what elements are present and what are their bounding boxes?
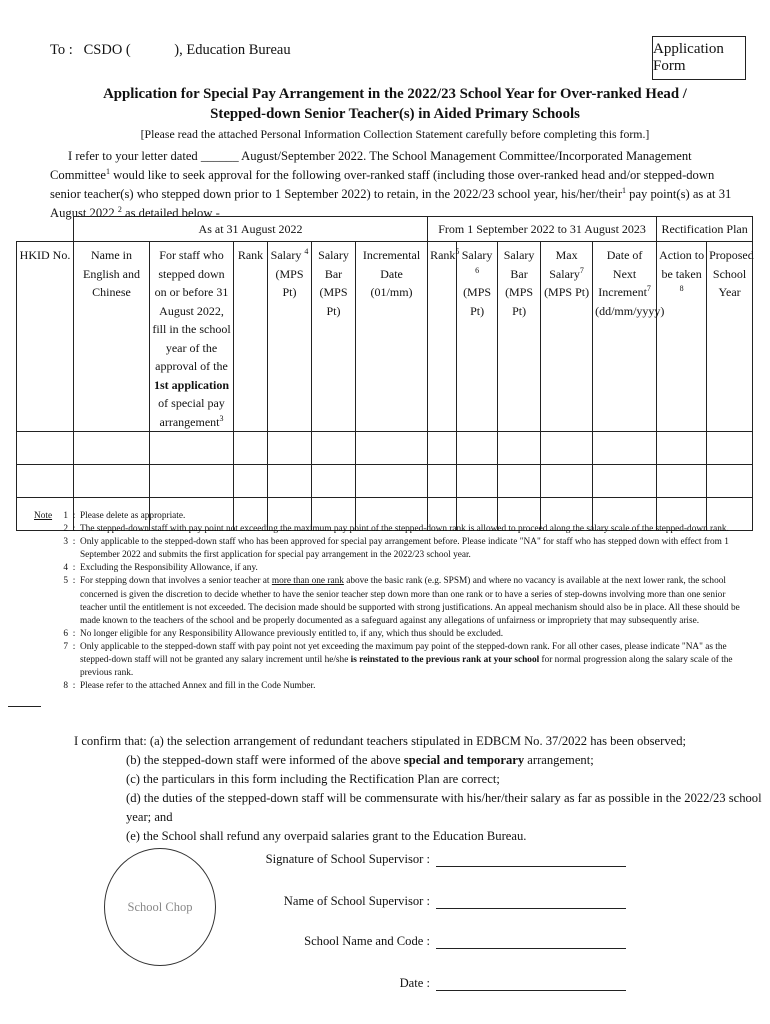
salary-bar-cell[interactable] xyxy=(312,465,356,498)
school-name-row xyxy=(0,934,626,949)
staff-table xyxy=(16,216,753,531)
next-incr-cell[interactable] xyxy=(593,465,657,498)
signature-row xyxy=(0,852,626,867)
note-item: 4 : Excluding the Responsibility Allowance, if any. xyxy=(34,562,750,575)
next-incr-cell[interactable] xyxy=(593,432,657,465)
note-text: No longer eligible for any Responsibility Allowance previously entitled to, if any, which thus should be excluded. xyxy=(80,628,504,639)
col-next-increment: Date of Next Increment$^7$ (dd/mm/yyyy) xyxy=(593,242,657,432)
confirm-a: I confirm that: (a) the selection arrangement of redundant teachers stipulated in EDBCM No. 37/2022 has been observed; xyxy=(74,734,687,748)
intro-text-3: pay point(s) as at 31 August 2022 xyxy=(50,187,732,220)
col-salary: Salary $^4$ (MPS Pt) xyxy=(268,242,312,432)
table-row xyxy=(17,432,753,465)
max-salary-cell[interactable] xyxy=(541,432,593,465)
salary-cell[interactable] xyxy=(268,465,312,498)
note-item: 8 : Please refer to the attached Annex and fill in the Code Number. xyxy=(34,680,750,693)
note-text: Only applicable to the stepped-down staff who has been approved for special pay arrangement before. Please indicate "NA" for staff who has stepped down with effect from 1 September 2022 and submits the first application for special pay arrangement in the 2022/23 school year. xyxy=(80,537,729,561)
proposed-cell[interactable] xyxy=(707,432,753,465)
note-text: Excluding the Responsibility Allowance, if any. xyxy=(80,563,258,574)
col-stepped-down: For staff who stepped down on or before 31 August 2022, fill in the school year of the approval of the 1st application of special pay arrangement$^3$ xyxy=(150,242,234,432)
form-title xyxy=(100,84,690,124)
column-header-row xyxy=(17,242,753,432)
group-from: From 1 September 2022 to 31 August 2023 xyxy=(428,217,657,242)
margin-dash xyxy=(8,706,41,707)
rank-cell[interactable] xyxy=(234,432,268,465)
note-item: Note 1 : Please delete as appropriate. xyxy=(34,510,750,523)
group-rectification: Rectification Plan xyxy=(657,217,753,242)
salary-bar-cell[interactable] xyxy=(312,432,356,465)
salary-cell[interactable] xyxy=(268,432,312,465)
stepped-cell[interactable] xyxy=(150,465,234,498)
col-name: Name in English and Chinese xyxy=(74,242,150,432)
title-line-1: Application for Special Pay Arrangement in the 2022/23 School Year for Over-ranked Head / xyxy=(103,86,687,102)
note-text: Please delete as appropriate. xyxy=(80,511,186,521)
note-text: Please refer to the attached Annex and fill in the Code Number. xyxy=(80,681,316,692)
col-incremental-date: Incremental Date (01/mm) xyxy=(356,242,428,432)
intro-text-2: would like to seek approval for the following over-ranked staff (including those over-ranked head and/or stepped-down senior teacher(s) who stepped down prior to 1 September 2022) to retain, in the 2022/23 school year, his/her/their xyxy=(50,168,715,201)
date-label: Date : xyxy=(399,976,430,990)
note-text: The stepped-down staff with pay point not exceeding the maximum pay point of the stepped-down rank is allowed to proceed along the salary scale of the stepped-down rank. xyxy=(80,524,729,535)
note-item: 6 : No longer eligible for any Responsibility Allowance previously entitled to, if any, which thus should be excluded. xyxy=(34,628,750,641)
title-line-2: Stepped-down Senior Teacher(s) in Aided Primary Schools xyxy=(210,106,580,122)
salary-bar2-cell[interactable] xyxy=(498,465,541,498)
action-cell[interactable] xyxy=(657,465,707,498)
intro-paragraph xyxy=(50,147,740,223)
name-cell[interactable] xyxy=(74,432,150,465)
signature-label: Signature of School Supervisor : xyxy=(265,852,430,866)
rank2-cell[interactable] xyxy=(428,465,457,498)
confirm-c: (c) the particulars in this form including the Rectification Plan are correct; xyxy=(126,772,500,786)
col-rank: Rank xyxy=(234,242,268,432)
supervisor-name-field[interactable] xyxy=(436,894,626,909)
proposed-cell[interactable] xyxy=(707,465,753,498)
supervisor-name-label: Name of School Supervisor : xyxy=(283,894,430,908)
signature-field[interactable] xyxy=(436,852,626,867)
col-hkid: HKID No. xyxy=(17,242,74,432)
footnote-ref: 2 xyxy=(117,204,122,214)
footnote-ref: 1 xyxy=(622,185,627,195)
salary2-cell[interactable] xyxy=(457,465,498,498)
pics-notice: [Please read the attached Personal Information Collection Statement carefully before completing this form.] xyxy=(140,127,650,141)
confirm-e: (e) the School shall refund any overpaid salaries grant to the Education Bureau. xyxy=(126,829,527,843)
col-max-salary: Max Salary$^7$ (MPS Pt) xyxy=(541,242,593,432)
col-rank-2: Rank$^5$ xyxy=(428,242,457,432)
col-salary-bar: Salary Bar (MPS Pt) xyxy=(312,242,356,432)
col-salary-2: Salary $^6$ (MPS Pt) xyxy=(457,242,498,432)
incr-date-cell[interactable] xyxy=(356,432,428,465)
notes-label: Note xyxy=(34,511,53,521)
rank-cell[interactable] xyxy=(234,465,268,498)
hkid-cell[interactable] xyxy=(17,465,74,498)
intro-text-4: as detailed below - xyxy=(121,206,220,220)
confirm-d: (d) the duties of the stepped-down staff will be commensurate with his/her/their salary as far as possible in the 2022/23 school year; and xyxy=(126,791,762,824)
group-as-at: As at 31 August 2022 xyxy=(74,217,428,242)
date-field[interactable] xyxy=(436,976,626,991)
note-item: 7 : Only applicable to the stepped-down staff with pay point not yet exceeding the maximum pay point of the stepped-down rank. For all other cases, please indicate "NA" as the stepped-down staff will not be granted any salary increment until he/she is reinstated to the previous rank at your school for normal progression along the salary scale of the previous rank. xyxy=(34,641,750,680)
note-text: Only applicable to the stepped-down staff with pay point not yet exceeding the maximum pay point of the stepped-down rank. For all other cases, please indicate "NA" as the stepped-down staff will not be granted any salary increment until he/she is reinstated to the previous rank at your school for normal progression along the salary scale of the previous rank. xyxy=(80,641,733,679)
date-row xyxy=(0,976,626,991)
salary-bar2-cell[interactable] xyxy=(498,432,541,465)
group-header-row xyxy=(17,217,753,242)
note-item: 5 : For stepping down that involves a senior teacher at more than one rank above the basic rank (e.g. SPSM) and where no vacancy is available at the next lower rank, the school concerned is given the discretion to decide whether to have the senior teacher step down more than one rank or to have a series of step-downs involving more than one senior teacher until the entitlement is not exceeded. The decision made should be supported with strong justifications. An appeal mechanism should also be in place. All these should be made known to the teachers of the school and be properly documented as a safeguard against any allegations of unfairness or impropriety that may subsequently arise. xyxy=(34,575,750,627)
school-chop-circle: School Chop xyxy=(104,848,216,966)
school-name-field[interactable] xyxy=(436,934,626,949)
footnote-ref: 1 xyxy=(105,166,110,176)
note-item: 2 : The stepped-down staff with pay point not exceeding the maximum pay point of the stepped-down rank is allowed to proceed along the salary scale of the stepped-down rank. xyxy=(34,523,750,536)
name-cell[interactable] xyxy=(74,465,150,498)
col-proposed-year: Proposed School Year xyxy=(707,242,753,432)
application-form-box: Application Form xyxy=(652,36,746,80)
addressee-line: To : CSDO ( ), Education Bureau xyxy=(50,42,291,58)
supervisor-name-row xyxy=(0,894,626,909)
action-cell[interactable] xyxy=(657,432,707,465)
stepped-cell[interactable] xyxy=(150,432,234,465)
salary2-cell[interactable] xyxy=(457,432,498,465)
note-text: For stepping down that involves a senior teacher at more than one rank above the basic rank (e.g. SPSM) and where no vacancy is available at the next lower rank, the school concerned is given the discretion to decide whether to have the senior teacher step down more than one rank or to have a series of step-downs involving more than one senior teacher until the entitlement is not exceeded. The decision made should be supported with strong justifications. An appeal mechanism should also be in place. All these should be made known to the teachers of the school and be properly documented as a safeguard against any allegations of unfairness or impropriety that may subsequently arise. xyxy=(80,576,740,626)
hkid-cell[interactable] xyxy=(17,432,74,465)
confirmation-section xyxy=(74,732,770,846)
intro-text-1: I refer to your letter dated ______ August/September 2022. The School Management Committee/Incorporated Management Committee xyxy=(50,149,692,182)
max-salary-cell[interactable] xyxy=(541,465,593,498)
notes-section xyxy=(34,510,750,693)
confirm-b: (b) the stepped-down staff were informed of the above special and temporary arrangement; xyxy=(126,753,594,767)
col-action: Action to be taken $^8$ xyxy=(657,242,707,432)
col-salary-bar-2: Salary Bar (MPS Pt) xyxy=(498,242,541,432)
table-row xyxy=(17,465,753,498)
school-name-label: School Name and Code : xyxy=(304,934,430,948)
rank2-cell[interactable] xyxy=(428,432,457,465)
note-item: 3 : Only applicable to the stepped-down staff who has been approved for special pay arrangement before. Please indicate "NA" for staff who has stepped down with effect from 1 September 2022 and submits the first application for special pay arrangement in the 2022/23 school year. xyxy=(34,536,750,562)
incr-date-cell[interactable] xyxy=(356,465,428,498)
